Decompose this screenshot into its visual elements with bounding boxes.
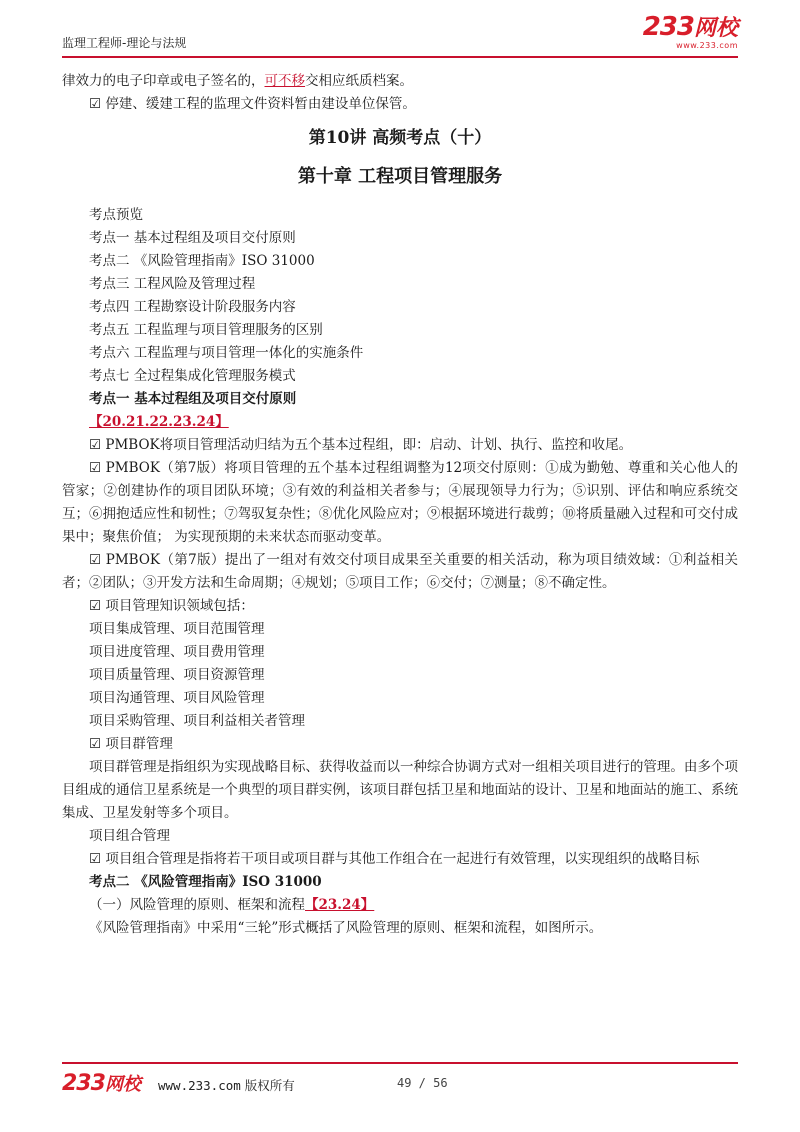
header-title: 监理工程师-理论与法规 [62, 36, 187, 50]
page-footer [62, 1062, 738, 1112]
section-heading: 考点一 基本过程组及项目交付原则 [89, 391, 297, 407]
preview-item: 考点五 工程监理与项目管理服务的区别 [89, 322, 323, 338]
exam-year-tag: 【20.21.22.23.24】 [89, 414, 229, 430]
list-item: 项目采购管理、项目利益相关者管理 [89, 713, 305, 729]
paragraph: ☑ PMBOK（第7版）将项目管理的五个基本过程组调整为12项交付原则：①成为勤勉、尊重和关心他人的管家；②创建协作的项目团队环境；③有效的利益相关者参与；④展现领导力行为；⑤识别、评估和响应系统交互；⑥拥抱适应性和韧性；⑦驾驭复杂性；⑧优化风险应对；⑨根据环境进行裁剪；⑩将质量融入过程和可交付成果中；聚焦价值； 为实现预期的未来状态而驱动变革。 [62, 460, 738, 545]
preview-item: 考点二 《风险管理指南》ISO 31000 [89, 253, 315, 269]
text-line: 律效力的电子印章或电子签名的，可不移交相应纸质档案。 [62, 73, 413, 89]
logo-number: 233 [642, 12, 694, 42]
logo-url: www.233.com [676, 41, 738, 50]
header-divider [62, 56, 738, 58]
highlight-text: 可不移 [264, 73, 305, 89]
checkbox-line: ☑ 项目群管理 [89, 736, 173, 752]
list-item: 项目质量管理、项目资源管理 [89, 667, 265, 683]
list-item: 项目沟通管理、项目风险管理 [89, 690, 265, 706]
paragraph: ☑ PMBOK（第7版）提出了一组对有效交付项目成果至关重要的相关活动，称为项目绩效域：①利益相关者；②团队；③开发方法和生命周期；④规划；⑤项目工作；⑥交付；⑦测量；⑧不确定性。 [62, 552, 738, 591]
checkbox-line: ☑ 项目管理知识领域包括： [89, 598, 254, 614]
preview-item: 考点六 工程监理与项目管理一体化的实施条件 [89, 345, 364, 361]
site-url[interactable]: www.233.com [158, 1078, 241, 1093]
checkbox-line: ☑ PMBOK将项目管理活动归结为五个基本过程组，即：启动、计划、执行、监控和收尾。 [89, 437, 633, 453]
paragraph: ☑ 项目组合管理是指将若干项目或项目群与其他工作组合在一起进行有效管理，以实现组织的战略目标 [89, 851, 700, 867]
footer-copyright: www.233.com 版权所有 [158, 1078, 295, 1093]
exam-year-tag: 【23.24】 [305, 897, 375, 913]
list-item: 项目集成管理、项目范围管理 [89, 621, 265, 637]
paragraph: 项目群管理是指组织为实现战略目标、获得收益而以一种综合协调方式对一组相关项目进行的管理。由多个项目组成的通信卫星系统是一个典型的项目群实例，该项目群包括卫星和地面站的设计、卫星和地面站的施工、系统集成、卫星发射等多个项目。 [62, 759, 738, 821]
text-line: 项目组合管理 [89, 828, 170, 844]
preview-item: 考点三 工程风险及管理过程 [89, 276, 256, 292]
footer-logo: 233网校 [62, 1071, 141, 1096]
lecture-heading: 第10讲 高频考点（十） [308, 128, 492, 148]
footer-divider [62, 1062, 738, 1064]
paragraph: 《风险管理指南》中采用“三轮”形式概括了风险管理的原则、框架和流程，如图所示。 [89, 920, 603, 936]
brand-logo [643, 14, 738, 50]
page-number: 49 / 56 [397, 1076, 448, 1090]
preview-item: 考点四 工程勘察设计阶段服务内容 [89, 299, 296, 315]
document-body [62, 70, 738, 940]
page-header [62, 0, 738, 60]
logo-text: 网校 [693, 16, 738, 41]
list-item: 项目进度管理、项目费用管理 [89, 644, 265, 660]
preview-item: 考点一 基本过程组及项目交付原则 [89, 230, 296, 246]
chapter-heading: 第十章 工程项目管理服务 [297, 166, 503, 187]
subsection-heading: （一）风险管理的原则、框架和流程【23.24】 [89, 897, 375, 913]
preview-title: 考点预览 [89, 207, 143, 223]
checkbox-line: ☑ 停建、缓建工程的监理文件资料暂由建设单位保管。 [89, 96, 416, 112]
preview-item: 考点七 全过程集成化管理服务模式 [89, 368, 296, 384]
section-heading: 考点二 《风险管理指南》ISO 31000 [89, 874, 322, 890]
